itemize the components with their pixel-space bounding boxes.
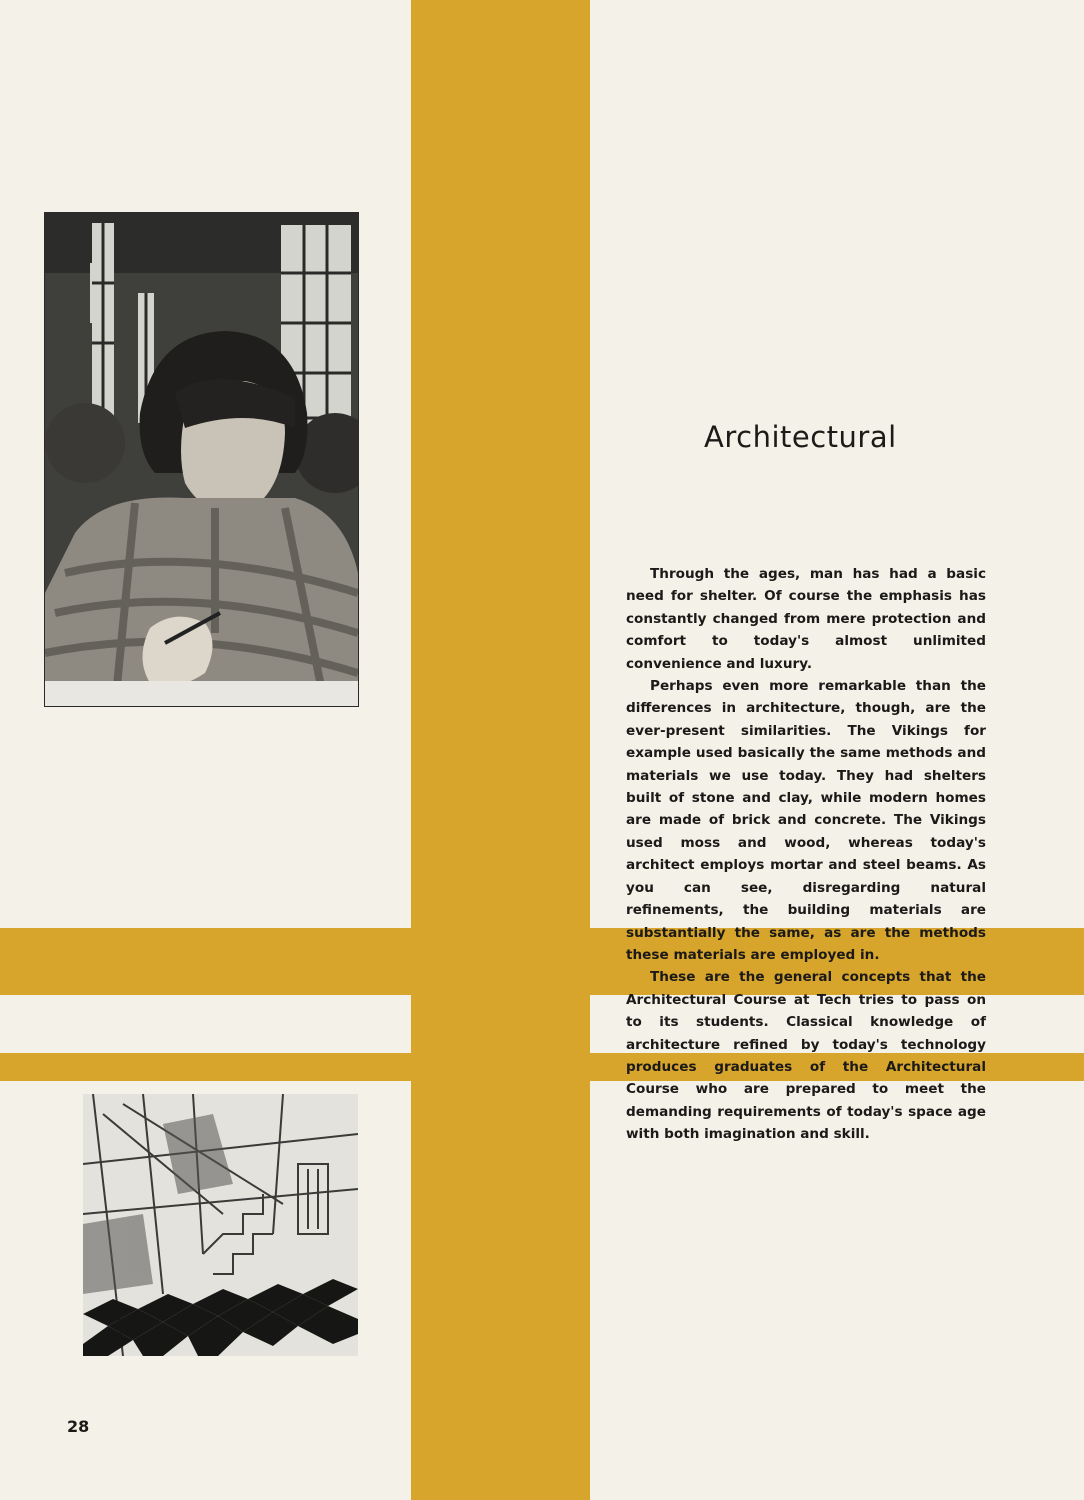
staircase-drawing-illustration <box>83 1094 358 1356</box>
student-photo-illustration <box>45 213 358 706</box>
article-paragraph-1: Through the ages, man has had a basic need for shelter. Of course the emphasis has constantly changed from mere protection and comfort to today's almost unlimited convenience and luxury. <box>626 566 986 672</box>
page-title: Architectural <box>704 420 897 454</box>
vertical-color-band <box>411 0 590 1500</box>
student-drafting-photo <box>44 212 359 707</box>
staircase-drawing-photo <box>83 1094 358 1356</box>
article-paragraph-3: These are the general concepts that the Architectural Course at Tech tries to pass on to its students. Classical knowledge of architecture refined by today's technology produces graduates of the Architectural Course who are prepared to meet the demanding requirements of today's space age with both imagination and skill. <box>626 969 986 1143</box>
page-number: 28 <box>67 1417 90 1436</box>
article-body <box>626 563 986 1146</box>
article-paragraph-2: Perhaps even more remarkable than the differences in architecture, though, are the ever-present similarities. The Vikings for example used basically the same methods and materials we use today. They had shelters built of stone and clay, while modern homes are made of brick and concrete. The Vikings used moss and wood, whereas today's architect employs mortar and steel beams. As you can see, disregarding natural refinements, the building materials are substantially the same, as are the methods these materials are employed in. <box>626 678 986 963</box>
